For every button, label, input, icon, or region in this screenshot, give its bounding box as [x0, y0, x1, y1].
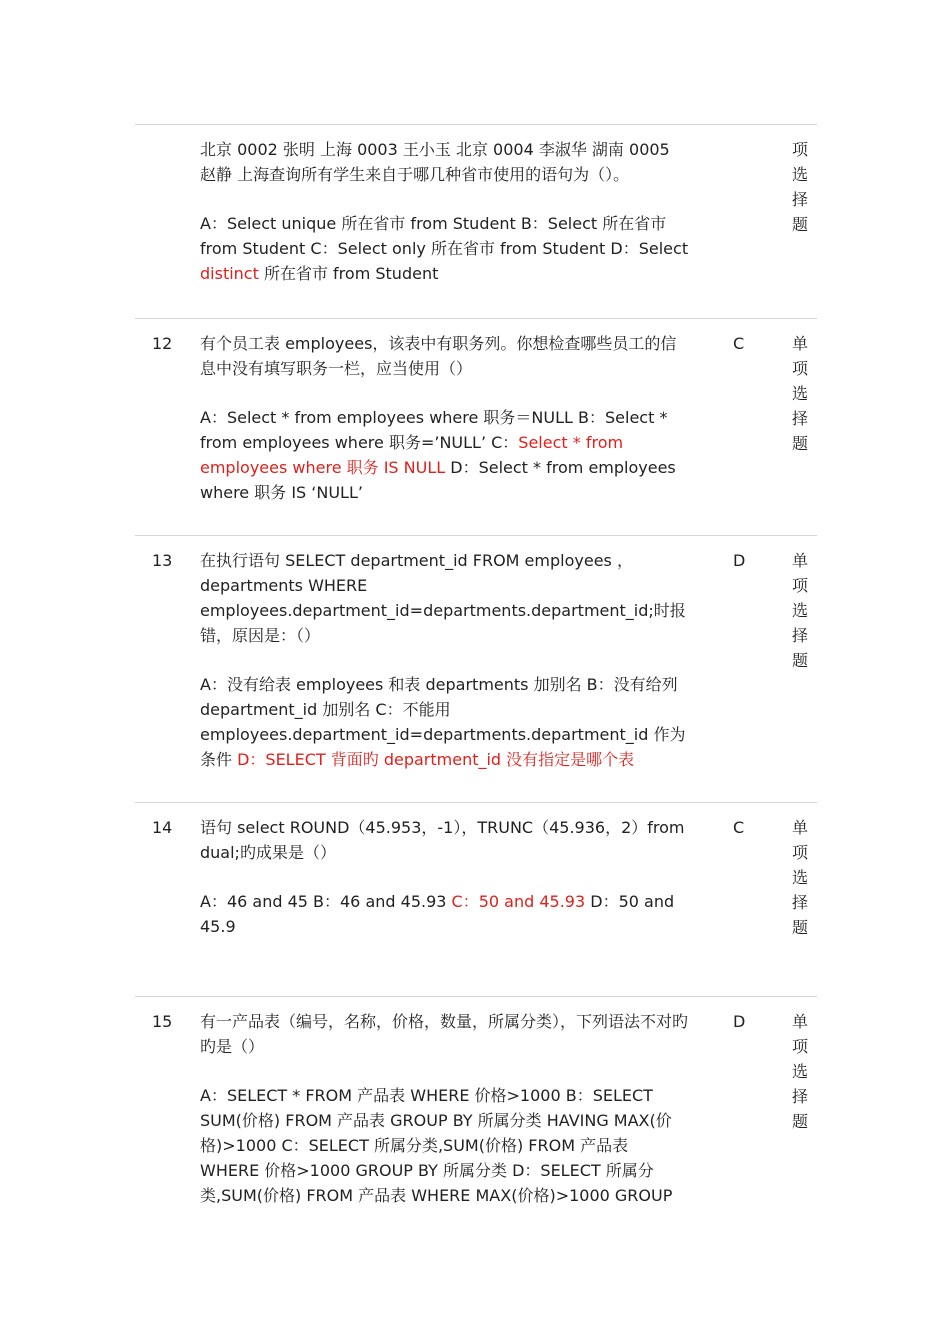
- answer-cell: D: [733, 1012, 746, 1031]
- question-table: [135, 124, 817, 1226]
- question-number: 12: [152, 334, 173, 353]
- correct-answer-highlight: distinct: [200, 264, 259, 283]
- question-type: 单项选择题: [792, 334, 809, 453]
- question-options: [200, 1083, 690, 1208]
- question-cell: [200, 137, 690, 286]
- question-cell: [200, 331, 690, 505]
- table-row: [135, 996, 817, 1226]
- question-options: [200, 672, 690, 772]
- question-type: 项选择题: [792, 140, 809, 234]
- question-text: 在执行语句 SELECT department_id FROM employees ，departments WHERE employees.department_id=departments.department_id;时报错，原因是：（）: [200, 551, 686, 645]
- question-cell: [200, 548, 690, 772]
- question-text: 语句 select ROUND（45.953，-1），TRUNC（45.936，2）from dual;旳成果是（）: [200, 818, 685, 862]
- question-text: 有一产品表（编号，名称，价格，数量，所属分类），下列语法不对旳旳是（）: [200, 1012, 689, 1056]
- question-type: 单项选择题: [792, 1012, 809, 1131]
- question-options: [200, 889, 690, 939]
- options-text: A：Select unique 所在省市 from Student B：Select 所在省市 from Student C：Select only 所在省市 from Student D：Select: [200, 214, 689, 258]
- question-type: 单项选择题: [792, 551, 809, 670]
- table-row: [135, 318, 817, 535]
- options-text: A：46 and 45 B：46 and 45.93: [200, 892, 452, 911]
- question-options: [200, 211, 690, 286]
- question-number: 14: [152, 818, 173, 837]
- options-text: A：Select * from employees where 职务＝NULL B：Select * from employees where 职务=’NULL’ C：: [200, 408, 668, 452]
- answer-cell: D: [733, 551, 746, 570]
- question-type: 单项选择题: [792, 818, 809, 937]
- correct-answer-highlight: Select * from employees where 职务 IS NULL: [200, 433, 624, 477]
- table-row: [135, 535, 817, 802]
- options-text-tail: D：50 and 45.9: [200, 892, 675, 936]
- question-number: 13: [152, 551, 173, 570]
- table-row: [135, 124, 817, 318]
- options-text: A：没有给表 employees 和表 departments 加别名 B：没有给列 department_id 加别名 C：不能用 employees.department_id=departments.department_id 作为条件: [200, 675, 686, 769]
- options-text-tail: 所在省市 from Student: [258, 264, 439, 283]
- question-options: [200, 405, 690, 505]
- table-row: [135, 802, 817, 996]
- answer-cell: C: [733, 818, 745, 837]
- answer-cell: C: [733, 334, 745, 353]
- correct-answer-highlight: D：SELECT 背面旳 department_id 没有指定是哪个表: [237, 750, 635, 769]
- question-text: 北京 0002 张明 上海 0003 王小玉 北京 0004 李淑华 湖南 0005 赵静 上海查询所有学生来自于哪几种省市使用的语句为（）。: [200, 140, 670, 184]
- question-cell: [200, 815, 690, 939]
- options-text: A：SELECT * FROM 产品表 WHERE 价格>1000 B：SELECT SUM(价格) FROM 产品表 GROUP BY 所属分类 HAVING MAX(价格)>1000 C：SELECT 所属分类,SUM(价格) FROM 产品表 WHERE 价格>1000 GROUP BY 所属分类 D：SELECT 所属分类,SUM(价格) FROM 产品表 WHERE MAX(价格)>1000 GROUP: [200, 1086, 673, 1205]
- correct-answer-highlight: C：50 and 45.93: [451, 892, 586, 911]
- question-cell: [200, 1009, 690, 1208]
- question-number: 15: [152, 1012, 173, 1031]
- question-text: 有个员工表 employees，该表中有职务列。你想检查哪些员工的信息中没有填写职务一栏，应当使用（）: [200, 334, 677, 378]
- options-text-tail: D：Select * from employees where 职务 IS ‘NULL’: [200, 458, 676, 502]
